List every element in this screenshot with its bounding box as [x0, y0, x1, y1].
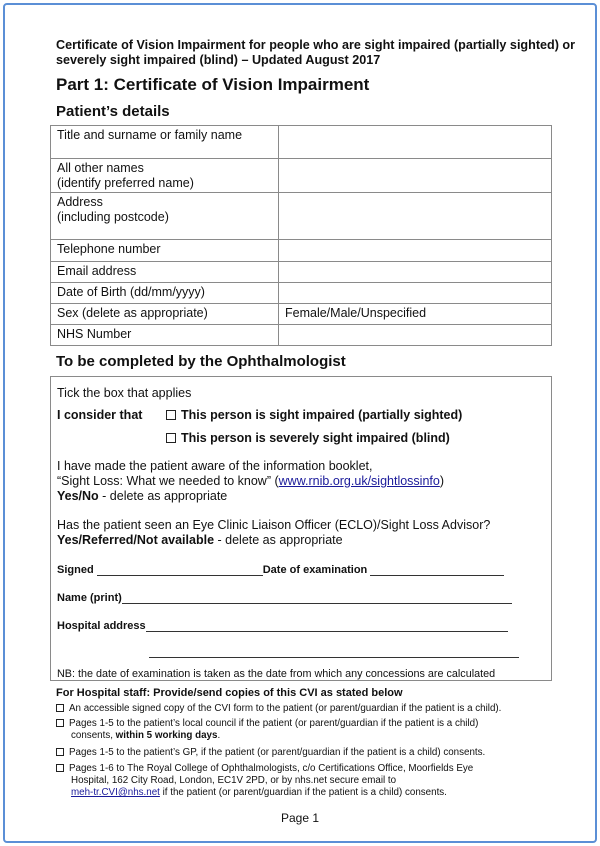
checkbox-severely-sight-impaired[interactable]	[166, 433, 176, 443]
page-number: Page 1	[280, 811, 320, 825]
eclo-options[interactable]: Yes/Referred/Not available	[57, 533, 215, 547]
part-title: Part 1: Certificate of Vision Impairment	[56, 75, 370, 94]
exam-date-line[interactable]	[370, 565, 504, 576]
ophthalmologist-box	[50, 376, 552, 681]
checkbox-copy-rcophth[interactable]	[56, 764, 64, 772]
distribution-item-2: Pages 1-5 to the patient’s local council if the patient (or parent/guardian if the patient is a child) consents, within 5 working days.	[56, 718, 576, 742]
checkbox-copy-council[interactable]	[56, 719, 64, 727]
row-label-name: Title and surname or family name	[51, 126, 279, 159]
table-row	[51, 325, 552, 346]
hospital-address-line-1[interactable]	[146, 621, 508, 632]
field-address[interactable]	[279, 193, 552, 240]
row-label-telephone: Telephone number	[51, 240, 279, 262]
row-label-sex: Sex (delete as appropriate)	[51, 304, 279, 325]
row-label-nhs: NHS Number	[51, 325, 279, 346]
checkbox-copy-patient[interactable]	[56, 704, 64, 712]
checkbox-copy-gp[interactable]	[56, 748, 64, 756]
patient-section-title: Patient’s details	[56, 103, 170, 120]
hospital-staff-title: For Hospital staff: Provide/send copies of this CVI as stated below	[56, 687, 403, 699]
row-label-dob: Date of Birth (dd/mm/yyyy)	[51, 283, 279, 304]
field-telephone[interactable]	[279, 240, 552, 262]
email-link[interactable]: meh-tr.CVI@nhs.net	[71, 787, 160, 798]
checkbox-sight-impaired[interactable]	[166, 410, 176, 420]
examination-note: NB: the date of examination is taken as the date from which any concessions are calculated	[57, 668, 496, 680]
signature-line[interactable]	[97, 565, 263, 576]
row-label-address: Address (including postcode)	[51, 193, 279, 240]
table-row	[51, 159, 552, 193]
booklet-link[interactable]: www.rnib.org.uk/sightlossinfo	[278, 474, 440, 488]
hospital-row: Hospital address	[57, 620, 508, 632]
ophthalmologist-section-title: To be completed by the Ophthalmologist	[56, 353, 346, 370]
option-sight-impaired: This person is sight impaired (partially sighted)	[166, 408, 462, 423]
field-dob[interactable]	[279, 283, 552, 304]
distribution-item-1: An accessible signed copy of the CVI form to the patient (or parent/guardian if the patient is a child).	[56, 703, 576, 715]
field-other-names[interactable]	[279, 159, 552, 193]
table-row	[51, 126, 552, 159]
yes-no-option[interactable]: Yes/No	[57, 489, 99, 503]
name-row: Name (print)	[57, 592, 512, 604]
consider-label: I consider that	[57, 408, 143, 422]
document-title: Certificate of Vision Impairment for people who are sight impaired (partially sighted) or severely sight impaired (blind) – Updated August 2017	[56, 38, 576, 67]
field-sex[interactable]: Female/Male/Unspecified	[279, 304, 552, 325]
row-label-email: Email address	[51, 262, 279, 283]
booklet-statement: I have made the patient aware of the information booklet, “Sight Loss: What we needed to know” (www.rnib.org.uk/sightlossinfo) Yes/No - delete as appropriate	[57, 459, 444, 503]
signed-row: Signed Date of examination	[57, 564, 504, 576]
table-row	[51, 304, 552, 325]
hospital-address-line-2[interactable]	[149, 647, 519, 658]
option-severely-sight-impaired: This person is severely sight impaired (blind)	[166, 431, 450, 446]
row-label-other-names: All other names (identify preferred name)	[51, 159, 279, 193]
distribution-item-4: Pages 1-6 to The Royal College of Ophthalmologists, c/o Certifications Office, Moorfields Eye Hospital, 162 City Road, London, EC1V 2PD, or by nhs.net secure email to meh-tr.CVI@nhs.net if the patient (or parent/guardian if the patient is a child) consents.	[56, 763, 576, 799]
distribution-item-3: Pages 1-5 to the patient’s GP, if the patient (or parent/guardian if the patient is a child) consents.	[56, 747, 576, 759]
field-nhs-number[interactable]	[279, 325, 552, 346]
table-row	[51, 262, 552, 283]
name-print-line[interactable]	[122, 593, 512, 604]
field-surname[interactable]	[279, 126, 552, 159]
table-row	[51, 240, 552, 262]
table-row	[51, 283, 552, 304]
patient-details-table	[50, 125, 552, 346]
tick-instruction: Tick the box that applies	[57, 386, 192, 400]
field-email[interactable]	[279, 262, 552, 283]
eclo-statement: Has the patient seen an Eye Clinic Liaison Officer (ECLO)/Sight Loss Advisor? Yes/Referred/Not available - delete as appropriate	[57, 518, 491, 547]
table-row	[51, 193, 552, 240]
